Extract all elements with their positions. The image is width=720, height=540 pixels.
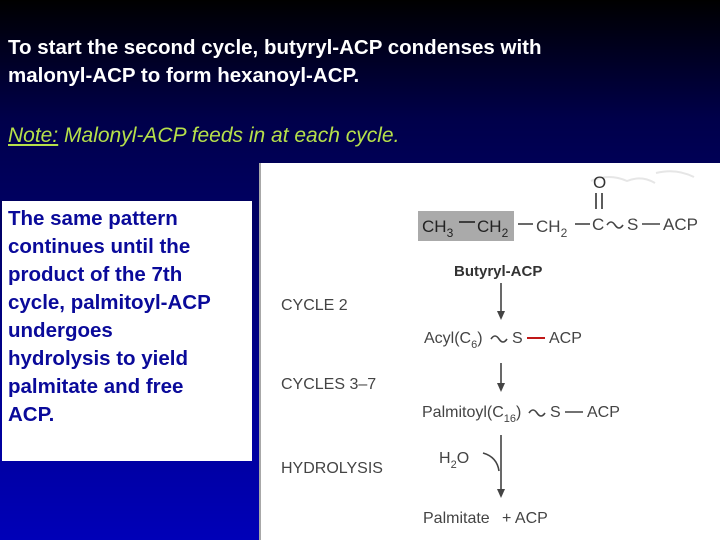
sulfur-label: S (550, 404, 561, 421)
explanation-line: hydrolysis to yield (8, 347, 188, 370)
cycles-3-7-label: CYCLES 3–7 (281, 376, 377, 393)
acp-label: ACP (663, 215, 698, 234)
explanation-line: The same pattern (8, 207, 178, 230)
butyryl-acp-label: Butyryl-ACP (454, 263, 543, 280)
ch2-label: $CH_2$ (536, 217, 568, 240)
explanation-line: cycle, palmitoyl-ACP (8, 291, 211, 314)
fatty-acid-synthesis-diagram (259, 163, 720, 540)
explanation-line: continues until the (8, 235, 191, 258)
note-body: Malonyl-ACP feeds in at each cycle. (58, 124, 400, 147)
hydrolysis-label: HYDROLYSIS (281, 460, 383, 477)
explanation-text (8, 205, 246, 429)
thioester-link (529, 410, 545, 416)
arrow-head (497, 383, 505, 392)
note-label: Note: (8, 124, 59, 147)
plus-acp-label: + ACP (502, 510, 548, 527)
cycle-2-label: CYCLE 2 (281, 297, 348, 314)
texture-mark (656, 171, 694, 177)
title-line-2: malonyl-ACP to form hexanoyl-ACP. (8, 64, 360, 87)
acp-label: ACP (549, 330, 582, 347)
slide-title (8, 34, 708, 90)
water-label: $H_2O$ (439, 450, 470, 471)
carbon-label: C (592, 215, 605, 234)
ch2-label: $CH_2$ (477, 217, 509, 240)
water-input-curve (483, 453, 499, 471)
note-text (8, 122, 708, 150)
reaction-scheme-svg (261, 163, 720, 540)
sulfur-label: S (512, 330, 523, 347)
explanation-line: ACP. (8, 403, 55, 426)
palmitoyl-label: $Palmitoyl(C_{16})$ (422, 404, 522, 425)
palmitate-label: Palmitate (423, 510, 490, 527)
explanation-line: undergoes (8, 319, 113, 342)
thioester-link (607, 222, 623, 228)
explanation-line: palmitate and free (8, 375, 184, 398)
oxygen-label: O (593, 173, 607, 192)
acyl-label: $Acyl(C_6)$ (424, 330, 483, 351)
arrow-head (497, 311, 505, 320)
acp-label: ACP (587, 404, 620, 421)
sulfur-label: S (627, 215, 639, 234)
ch3-label: $CH_3$ (422, 217, 454, 240)
explanation-line: product of the 7th (8, 263, 183, 286)
title-line-1: To start the second cycle, butyryl-ACP condenses with (8, 36, 542, 59)
arrow-head (497, 489, 505, 498)
explanation-box (2, 201, 252, 461)
thioester-link (491, 336, 507, 342)
